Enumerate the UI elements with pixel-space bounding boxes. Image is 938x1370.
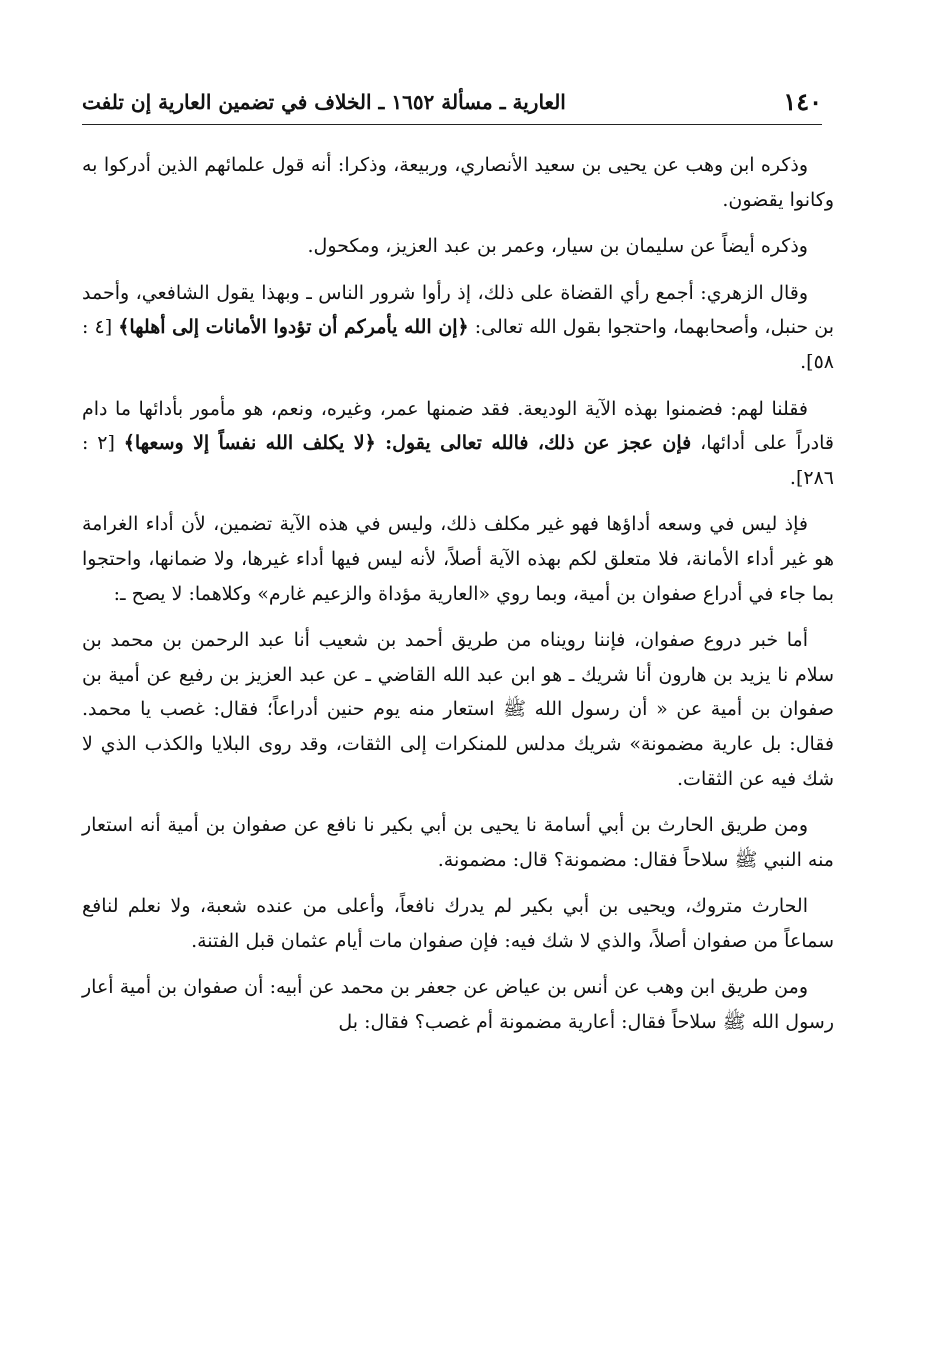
text-segment: ومن طريق ابن وهب عن أنس بن عياض عن جعفر بن محمد عن أبيه: أن صفوان بن أمية أعار رسول الله ﷺ سلاحاً فقال: أعارية مضمونة أم غصب؟ فقال: بل [82,976,834,1034]
quran-quote: ﴿إن الله يأمركم أن تؤدوا الأمانات إلى أهلها﴾ [118,316,469,339]
text-segment: [٢ : ٢٨٦]. [82,432,834,489]
text-segment: وقال الزهري: أجمع رأي القضاة على ذلك، إذ رأوا شرور الناس ـ وبهذا يقول الشافعي، وأحمد بن حنبل، وأصحابهما، واحتجوا بقول الله تعالى: [82,281,835,339]
paragraph [82,808,834,877]
paragraph [82,229,834,264]
quran-quote: فإن عجز عن ذلك، فالله تعالى يقول: ﴿لا يكلف الله نفساً إلا وسعها﴾ [123,432,692,455]
running-head: العارية ـ مسألة ١٦٥٢ ـ الخلاف في تضمين العارية إن تلفت [82,90,566,114]
paragraph [82,276,834,380]
text-segment: [٤ : ٥٨]. [82,316,834,373]
paragraph [82,889,834,958]
text-segment: وذكره ابن وهب عن يحيى بن سعيد الأنصاري، وربيعة، وذكرا: أنه قول علمائهم الذين أدركوا به وكانوا يقضون. [82,154,834,211]
text-segment: وذكره أيضاً عن سليمان بن سيار، وعمر بن عبد العزيز، ومكحول. [307,235,808,258]
text-segment: ومن طريق الحارث بن أبي أسامة نا يحيى بن أبي بكير نا نافع عن صفوان بن أمية أنه استعار منه النبي ﷺ سلاحاً فقال: مضمونة؟ قال: مضمونة. [82,814,834,871]
text-segment: فقلنا لهم: فضمنوا بهذه الآية الوديعة. فقد ضمنها عمر، وغيره، ونعم، هو مأمور بأدائها ما دام قادراً على أدائها، [82,397,834,455]
body-text [82,148,834,1040]
text-segment: أما خبر دروع صفوان، فإننا رويناه من طريق أحمد بن شعيب أنا عبد الرحمن بن محمد بن سلام نا يزيد بن هارون أنا شريك ـ هو ابن عبد الله القاضي ـ عن عبد العزيز بن رفيع عن أمية بن صفوان بن أمية عن « أن رسول الله ﷺ استعار منه يوم حنين أدراعاً؛ فقال: غصب يا محمد. فقال: بل عارية مضمونة» شريك مدلس للمنكرات إلى الثقات، وقد روى البلايا والكذب الذي لا شك فيه عن الثقات. [82,629,834,790]
page-number: ١٤٠ [783,87,822,116]
paragraph [82,507,834,611]
paragraph [82,148,834,217]
paragraph [82,623,834,796]
text-segment: فإذ ليس في وسعه أداؤها فهو غير مكلف ذلك، وليس في هذه الآية تضمين، لأن أداء الغرامة هو غير أداء الأمانة، فلا متعلق لكم بهذه الآية أصلاً، لأنه ليس فيها أداء غيرها، ولا ضمانها، واحتجوا بما جاء في أدراع صفوان بن أمية، وبما روي «العارية مؤداة والزعيم غارم» وكلاهما: لا يصح ـ: [82,513,834,605]
page-header [82,74,822,124]
text-segment: الحارث متروك، ويحيى بن أبي بكير لم يدرك نافعاً، وأعلى من عنده شعبة، ولا نعلم لنافع سماعاً من صفوان أصلاً، والذي لا شك فيه: فإن صفوان مات أيام عثمان قبل الفتنة. [82,895,834,952]
header-divider [82,124,822,125]
paragraph [82,392,834,496]
paragraph [82,970,834,1039]
